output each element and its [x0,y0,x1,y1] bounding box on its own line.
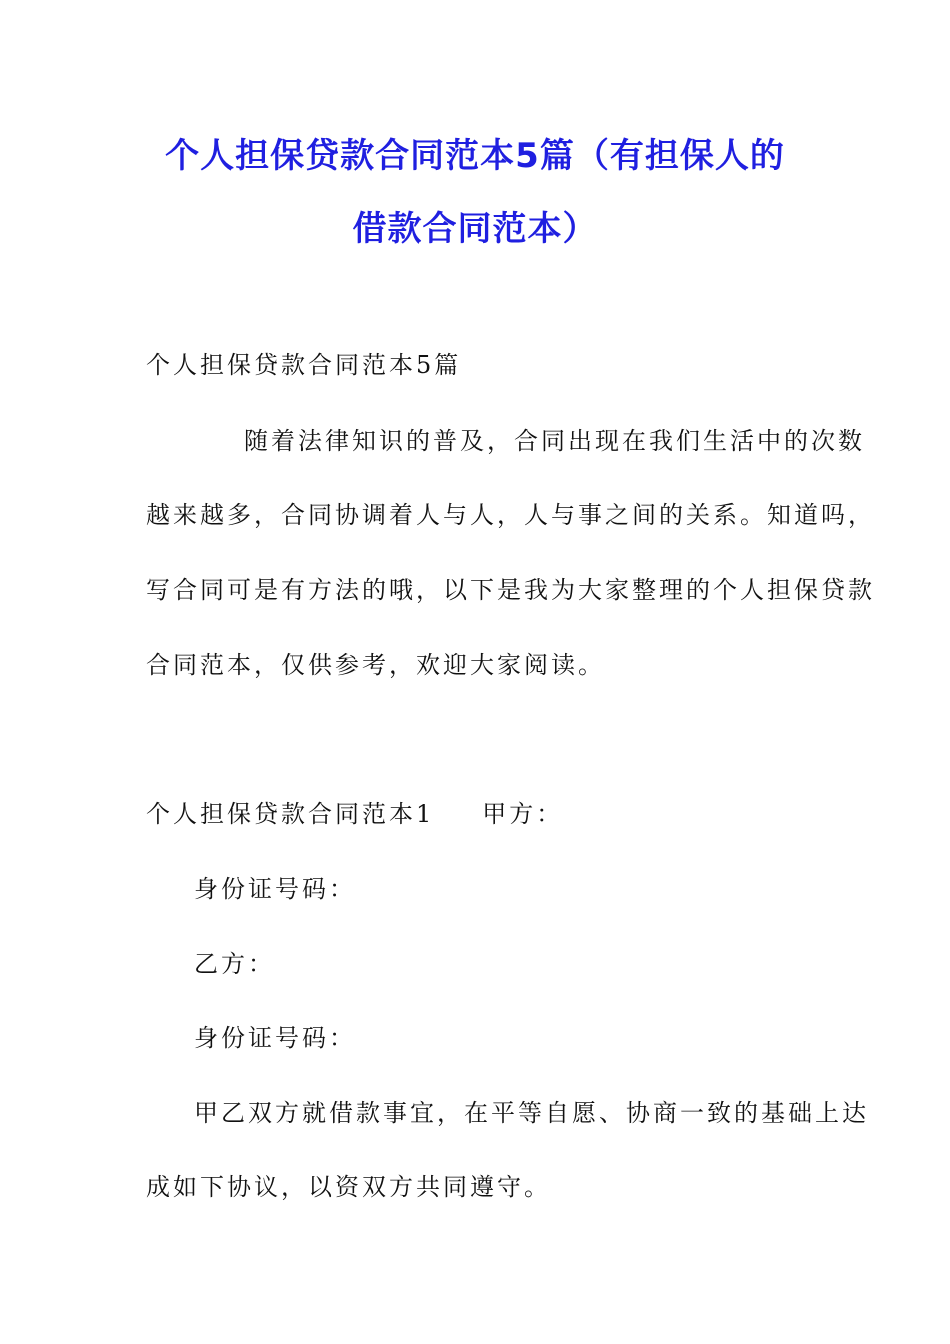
party-a-id-label: 身份证号码： [194,875,356,903]
intro-line-1: 随着法律知识的普及，合同出现在我们生活中的次数 [244,427,865,455]
party-b-label: 乙方： [194,950,275,978]
document-title-line-2: 借款合同范本） [352,209,598,249]
intro-line-2: 越来越多，合同协调着人与人，人与事之间的关系。知道吗， [146,501,875,529]
agreement-line-1: 甲乙双方就借款事宜，在平等自愿、协商一致的基础上达 [194,1099,869,1127]
party-b-id-label: 身份证号码： [194,1024,356,1052]
intro-line-4: 合同范本，仅供参考，欢迎大家阅读。 [146,651,605,679]
agreement-line-2: 成如下协议，以资双方共同遵守。 [146,1173,551,1201]
intro-line-3: 写合同可是有方法的哦，以下是我为大家整理的个人担保贷款 [146,576,875,604]
document-title-line-1: 个人担保贷款合同范本5篇（有担保人的 [165,136,785,176]
subtitle: 个人担保贷款合同范本5篇 [146,351,462,379]
party-a-label: 甲方： [482,800,564,828]
contract-1-heading: 个人担保贷款合同范本1 [146,800,435,828]
contract-heading-row [146,794,563,829]
